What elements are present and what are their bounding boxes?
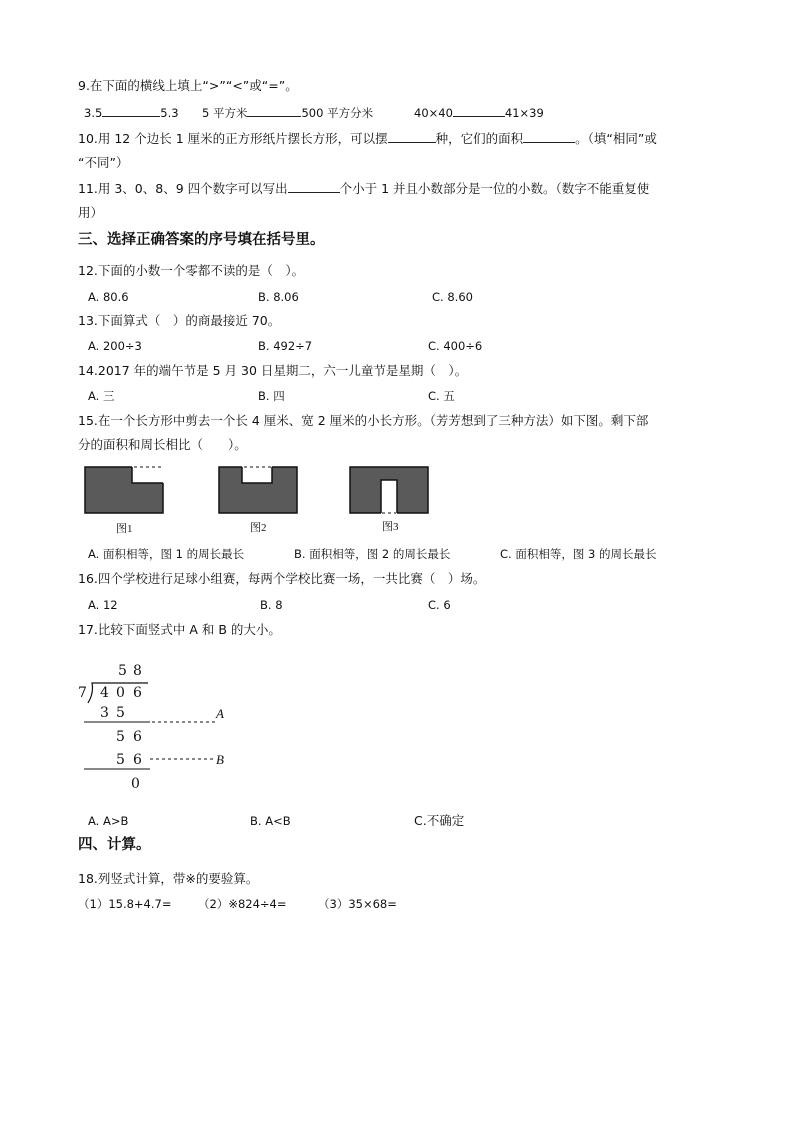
q9-item-2 <box>202 105 373 121</box>
remainder: 0 <box>131 776 140 792</box>
q9-item3-right: 41×39 <box>504 106 544 120</box>
q11-text-a: 11.用 3、0、8、9 四个数字可以写出 <box>78 181 288 196</box>
product-digit: 6 <box>133 752 142 768</box>
figure-3-cutout <box>381 480 397 515</box>
q10-line-2: “不同”） <box>78 155 129 170</box>
q14-option-a[interactable]: A. 三 <box>88 389 115 403</box>
figure-3 <box>349 466 431 516</box>
q11-text-b: 个小于 1 并且小数部分是一位的小数。（数字不能重复使 <box>339 181 650 196</box>
q13-option-c[interactable]: C. 400÷6 <box>428 339 483 353</box>
q11-line-1 <box>78 181 649 197</box>
dividend-digit: 6 <box>133 685 142 701</box>
q9-item1-right: 5.3 <box>160 106 179 120</box>
partial-digit: 5 <box>116 729 125 745</box>
answer-blank[interactable] <box>247 105 301 117</box>
q16-stem: 16.四个学校进行足球小组赛，每两个学校比赛一场，一共比赛（ ）场。 <box>78 571 486 586</box>
quotient-digit: 8 <box>133 663 142 679</box>
divisor: 7 <box>78 685 87 701</box>
q15-option-a[interactable]: A. 面积相等，图 1 的周长最长 <box>88 547 245 561</box>
q12-option-c[interactable]: C. 8.60 <box>432 290 473 304</box>
q15-line-2: 分的面积和周长相比（ ）。 <box>78 437 247 452</box>
q18-stem: 18.列竖式计算，带※的要验算。 <box>78 871 259 886</box>
product-digit: 5 <box>116 705 125 721</box>
q9-item1-left: 3.5 <box>84 106 103 120</box>
label-a: A <box>216 706 224 721</box>
figure-2 <box>218 466 300 516</box>
answer-blank[interactable] <box>102 105 160 117</box>
q16-option-a[interactable]: A. 12 <box>88 598 118 612</box>
figure-1-cutout <box>132 466 164 483</box>
figure-1-label: 图1 <box>116 523 133 535</box>
quotient-digit: 5 <box>118 663 127 679</box>
figure-2-cutout <box>242 466 272 483</box>
dividend-digit: 0 <box>116 685 125 701</box>
answer-blank[interactable] <box>388 131 436 143</box>
answer-blank[interactable] <box>453 105 505 117</box>
q12-option-a[interactable]: A. 80.6 <box>88 290 129 304</box>
q14-option-b[interactable]: B. 四 <box>258 389 285 403</box>
q14-option-c[interactable]: C. 五 <box>428 389 455 403</box>
q9-stem: 9.在下面的横线上填上“>”“<”或“=”。 <box>78 78 298 93</box>
q15-option-b[interactable]: B. 面积相等，图 2 的周长最长 <box>294 547 451 561</box>
q9-item-1 <box>84 105 179 121</box>
q9-item-3 <box>414 105 544 121</box>
q18-problem-1: （1）15.8+4.7= <box>78 897 172 911</box>
q13-option-a[interactable]: A. 200÷3 <box>88 339 142 353</box>
label-b: B <box>216 752 224 767</box>
figure-2-label: 图2 <box>250 522 267 534</box>
product-digit: 5 <box>116 752 125 768</box>
q15-line-1: 15.在一个长方形中剪去一个长 4 厘米、宽 2 厘米的小长方形。（芳芳想到了三种方法）如下图。剩下部 <box>78 413 649 428</box>
q18-problem-2: （2）※824÷4= <box>198 897 287 911</box>
q11-line-2: 用） <box>78 205 104 220</box>
rule-a <box>84 720 224 724</box>
q17-option-b[interactable]: B. A<B <box>250 814 291 828</box>
q15-option-c[interactable]: C. 面积相等，图 3 的周长最长 <box>500 547 657 561</box>
product-digit: 3 <box>100 705 109 721</box>
figure-3-label: 图3 <box>382 521 399 533</box>
q17-stem: 17.比较下面竖式中 A 和 B 的大小。 <box>78 622 281 637</box>
q13-option-b[interactable]: B. 492÷7 <box>258 339 313 353</box>
q16-option-c[interactable]: C. 6 <box>428 598 451 612</box>
q18-problem-3: （3）35×68= <box>318 897 397 911</box>
partial-digit: 6 <box>133 729 142 745</box>
q14-stem: 14.2017 年的端午节是 5 月 30 日星期二，六一儿童节是星期（ ）。 <box>78 363 468 378</box>
dividend-digit: 4 <box>100 685 109 701</box>
q16-option-b[interactable]: B. 8 <box>260 598 283 612</box>
q10-text-b: 种，它们的面积 <box>435 131 524 146</box>
answer-blank[interactable] <box>523 131 575 143</box>
answer-blank[interactable] <box>288 181 340 193</box>
q10-text-c: 。（填“相同”或 <box>575 131 657 146</box>
q13-stem: 13.下面算式（ ）的商最接近 70。 <box>78 313 281 328</box>
q12-option-b[interactable]: B. 8.06 <box>258 290 299 304</box>
q10-line-1 <box>78 131 657 147</box>
section-3-heading: 三、选择正确答案的序号填在括号里。 <box>78 232 325 248</box>
q9-item2-left: 5 平方米 <box>202 106 248 120</box>
q17-option-a[interactable]: A. A>B <box>88 814 129 828</box>
q17-option-c[interactable]: C.不确定 <box>414 813 465 828</box>
q9-item2-right: 500 平方分米 <box>301 106 374 120</box>
q9-item3-left: 40×40 <box>414 106 453 120</box>
section-4-heading: 四、计算。 <box>78 837 151 853</box>
q12-stem: 12.下面的小数一个零都不读的是（ ）。 <box>78 263 305 278</box>
q10-text-a: 10.用 12 个边长 1 厘米的正方形纸片摆长方形，可以摆 <box>78 131 388 146</box>
rule-b <box>84 757 224 773</box>
figure-1 <box>84 466 166 516</box>
